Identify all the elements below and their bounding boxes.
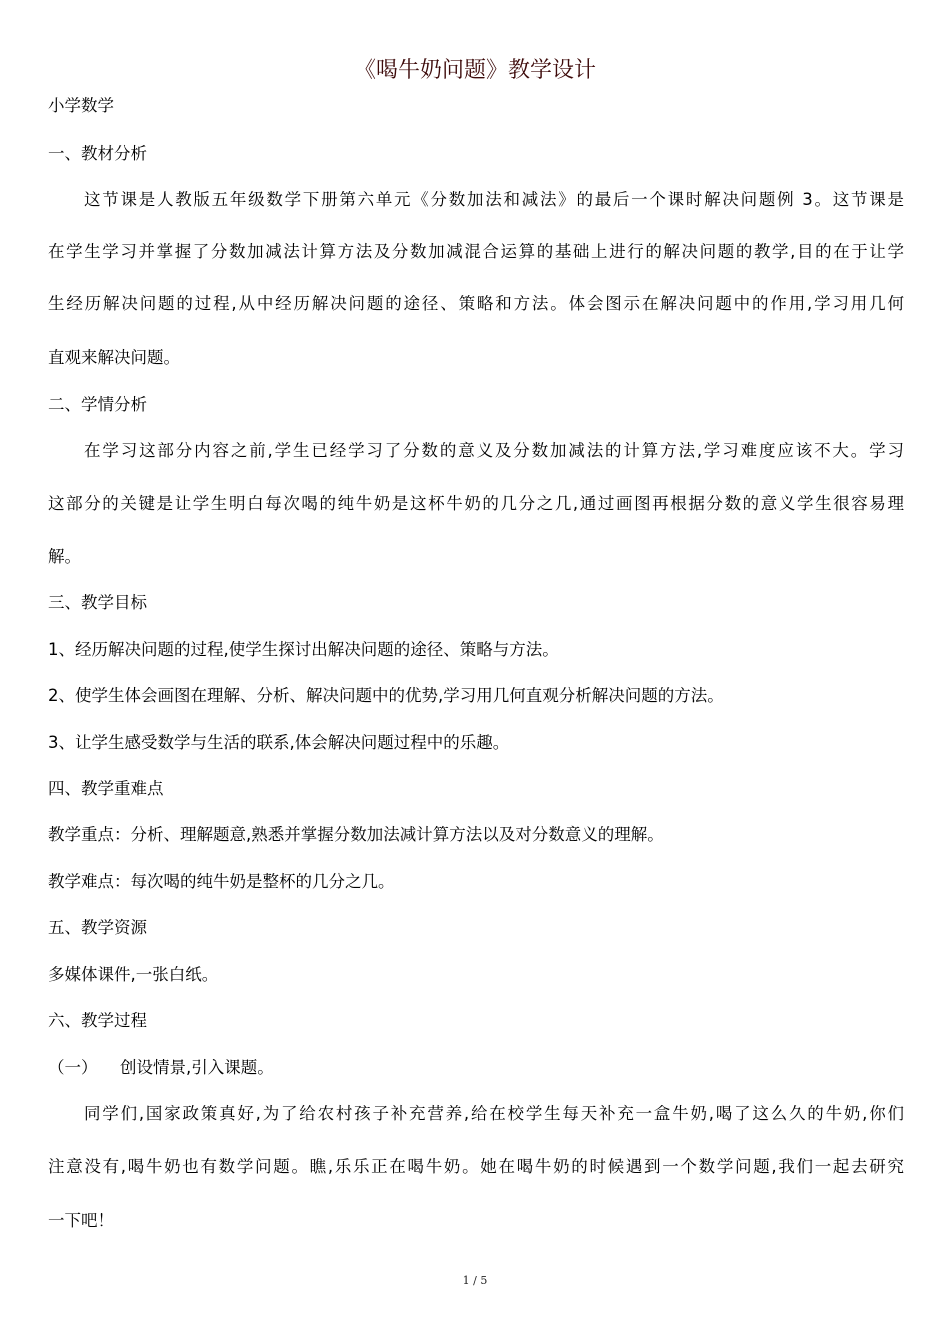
paragraph-line: 一下吧！ xyxy=(48,1211,114,1230)
section-heading-textbook-analysis: 一、教材分析 xyxy=(48,144,147,163)
step-heading xyxy=(48,1055,904,1081)
paragraph-line: 这部分的关键是让学生明白每次喝的纯牛奶是这杯牛奶的几分之几,通过画图再根据分数的意义学生很容易理 xyxy=(48,494,904,513)
objective-item: 1、经历解决问题的过程,使学生探讨出解决问题的途径、策略与方法。 xyxy=(48,640,559,659)
section-heading-learner-analysis: 二、学情分析 xyxy=(48,395,147,414)
page-number: 1 / 5 xyxy=(462,1274,488,1287)
section-heading-key-difficult-points: 四、教学重难点 xyxy=(48,779,164,798)
step-title: 创设情景,引入课题。 xyxy=(120,1058,274,1077)
step-number: （一） xyxy=(48,1058,98,1077)
document-title: 《喝牛奶问题》教学设计 xyxy=(353,58,596,83)
section-heading-resources: 五、教学资源 xyxy=(48,918,147,937)
paragraph-line: 注意没有,喝牛奶也有数学问题。瞧,乐乐正在喝牛奶。她在喝牛奶的时候遇到一个数学问题,我们一起去研究 xyxy=(48,1157,904,1176)
paragraph-line: 解。 xyxy=(48,547,81,566)
objective-item: 2、使学生体会画图在理解、分析、解决问题中的优势,学习用几何直观分析解决问题的方法。 xyxy=(48,686,724,705)
section-heading-objectives: 三、教学目标 xyxy=(48,593,147,612)
paragraph-line: 在学生学习并掌握了分数加减法计算方法及分数加减混合运算的基础上进行的解决问题的教学,目的在于让学 xyxy=(48,242,904,261)
difficult-point: 教学难点：每次喝的纯牛奶是整杯的几分之几。 xyxy=(48,872,395,891)
resources-text: 多媒体课件,一张白纸。 xyxy=(48,965,219,984)
paragraph-line: 在学习这部分内容之前,学生已经学习了分数的意义及分数加减法的计算方法,学习难度应该不大。学习 xyxy=(84,441,904,460)
paragraph-line: 生经历解决问题的过程,从中经历解决问题的途径、策略和方法。体会图示在解决问题中的作用,学习用几何 xyxy=(48,294,904,313)
subject-label: 小学数学 xyxy=(48,96,114,115)
key-point: 教学重点：分析、理解题意,熟悉并掌握分数加法减计算方法以及对分数意义的理解。 xyxy=(48,825,664,844)
paragraph-line: 直观来解决问题。 xyxy=(48,348,180,367)
paragraph-line: 这节课是人教版五年级数学下册第六单元《分数加法和减法》的最后一个课时解决问题例 3。这节课是 xyxy=(84,190,904,209)
section-heading-teaching-process: 六、教学过程 xyxy=(48,1011,147,1030)
paragraph-line: 同学们,国家政策真好,为了给农村孩子补充营养,给在校学生每天补充一盒牛奶,喝了这么久的牛奶,你们 xyxy=(84,1104,904,1123)
objective-item: 3、让学生感受数学与生活的联系,体会解决问题过程中的乐趣。 xyxy=(48,733,510,752)
